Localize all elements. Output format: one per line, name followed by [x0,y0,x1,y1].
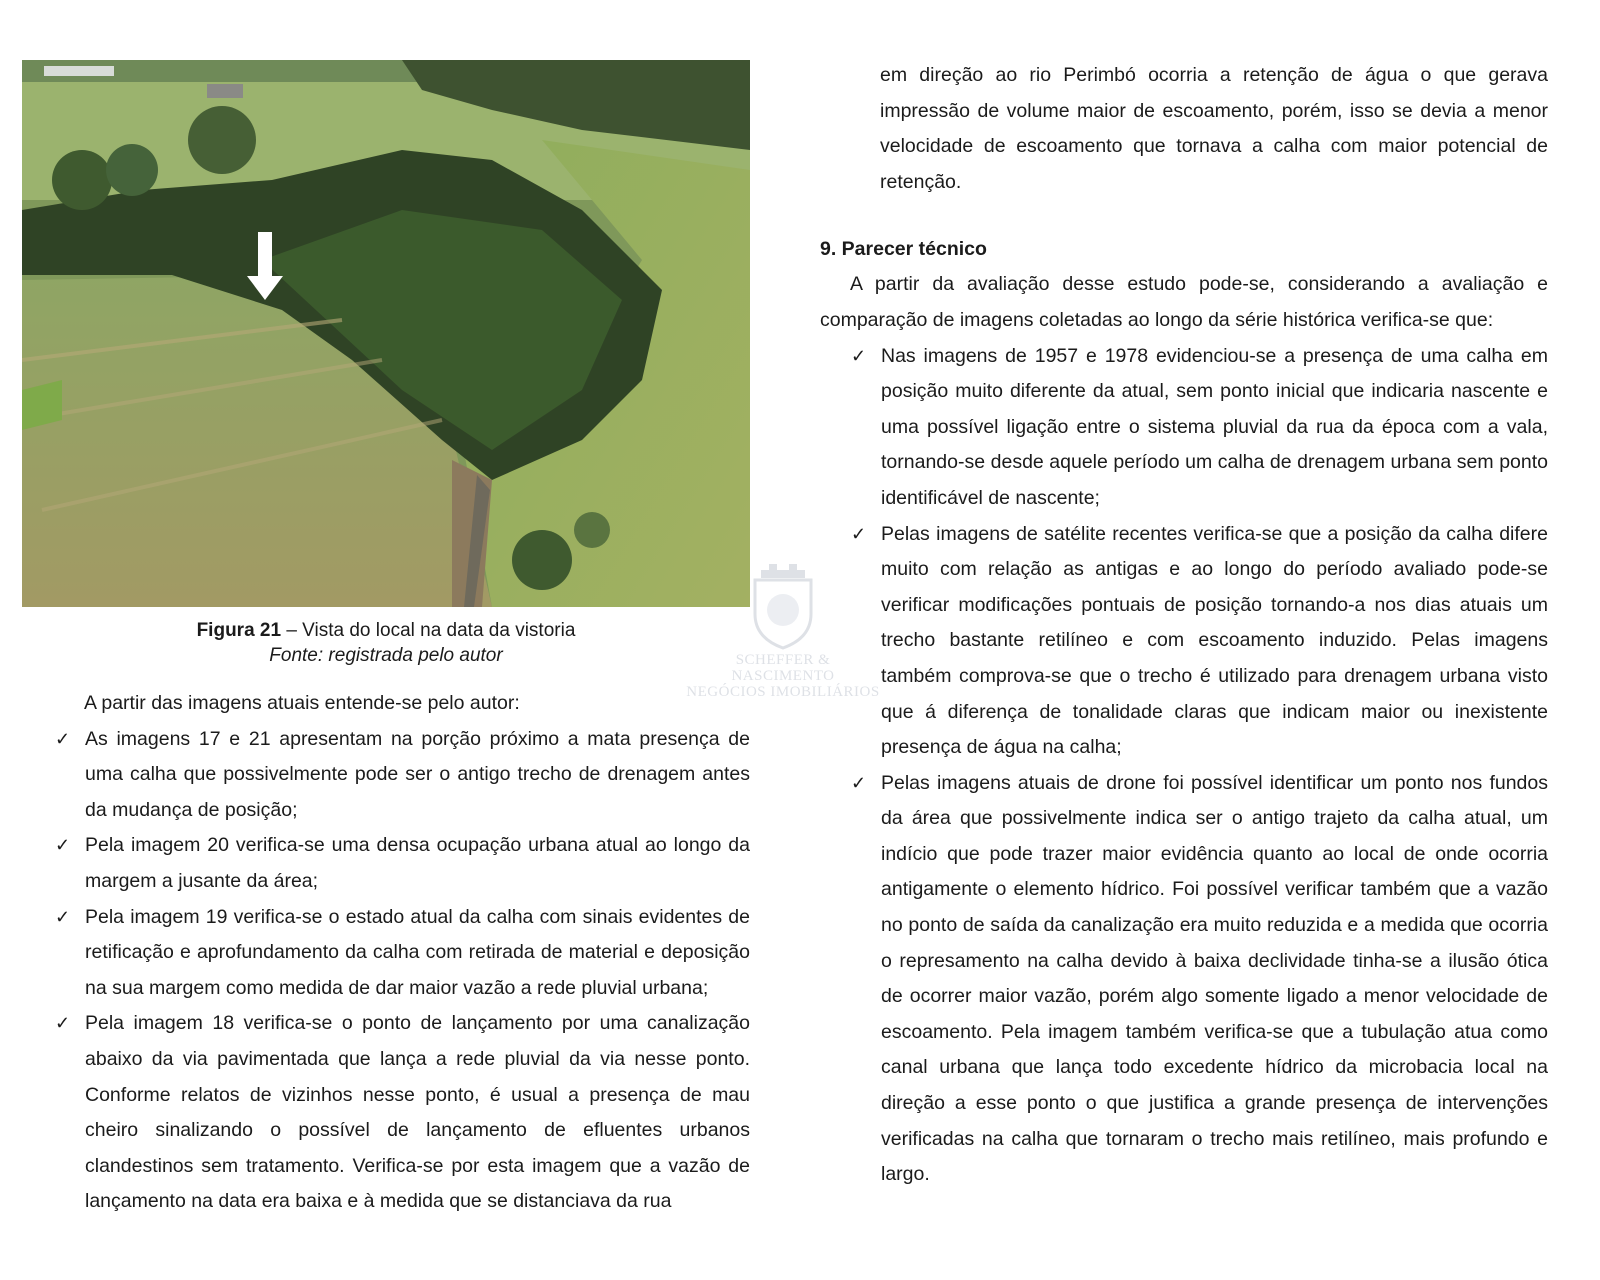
check-icon: ✓ [851,523,867,544]
list-item-text: Pelas imagens atuais de drone foi possível identificar um ponto nos fundos da área que possivelmente indica ser o antigo trajeto da calha atual, um indício que pode trazer maior evidência quanto ao local de onde ocorria antigamente o elemento hídrico. Foi possível verificar também que a vazão no ponto de saída da canalização era muito reduzida e a medida que ocorria o represamento na calha devido à baixa declividade tinha-se a ilusão ótica de ocorrer maior vazão, porém algo somente ligado a menor velocidade de escoamento. Pela imagem também verifica-se que a tubulação atua como canal urbana que lança todo excedente hídrico da microbacia local na direção a esse ponto o que justifica a grande presença de intervenções verificadas na calha que tornaram o trecho mais retilíneo, mais profundo e largo. [881,771,1548,1186]
watermark-line-2: NEGÓCIOS IMOBILIÁRIOS [686,684,880,700]
watermark-line-1: SCHEFFER & NASCIMENTO [731,652,835,684]
list-item-text: Pela imagem 18 verifica-se o ponto de lançamento por uma canalização abaixo da via pavimentada que lança a rede pluvial da via nesse ponto. Conforme relatos de vizinhos nesse ponto, é usual a presença de mau cheiro sinalizando o possível de lançamento de efluentes urbanos clandestinos sem tratamento. Verifica-se por esta imagem que a vazão de lançamento na data era baixa e à medida que se distanciava da rua [85,1012,750,1213]
list-item [851,339,1548,517]
check-icon: ✓ [55,1013,71,1034]
list-item-text: Nas imagens de 1957 e 1978 evidenciou-se a presença de uma calha em posição muito diferente da atual, sem ponto inicial que indicaria nascente e uma possível ligação entre o sistema pluvial da rua da época com a vala, tornando-se desde aquele período um calha de drenagem urbana sem ponto identificável de nascente; [881,344,1548,509]
list-item [55,1006,750,1220]
list-item [55,900,750,1007]
list-item [851,517,1548,766]
left-checklist [55,722,750,1220]
section-intro: A partir da avaliação desse estudo pode-se, considerando a avaliação e comparação de imagens coletadas ao longo da série histórica verifica-se que: [820,273,1548,331]
list-item [851,766,1548,1193]
left-column [55,686,750,1220]
right-checklist [820,339,1548,1193]
check-icon: ✓ [55,906,71,927]
check-icon: ✓ [55,835,71,856]
left-intro: A partir das imagens atuais entende-se pelo autor: [84,692,520,714]
list-item [55,828,750,899]
list-item [55,722,750,829]
list-item-text: As imagens 17 e 21 apresentam na porção próximo a mata presença de uma calha que possivelmente pode ser o antigo trecho de drenagem antes da mudança de posição; [85,727,750,821]
figure-caption-text: – Vista do local na data da vistoria [281,620,576,641]
list-item-text: Pela imagem 19 verifica-se o estado atual da calha com sinais evidentes de retificação e aprofundamento da calha com retirada de material e deposição na sua margem como medida de dar maior vazão a rede pluvial urbana; [85,905,750,999]
section-heading: 9. Parecer técnico [820,238,987,261]
right-column [820,58,1548,1193]
check-icon: ✓ [851,345,867,366]
figure-label: Figura 21 [196,620,282,641]
continuation-paragraph: em direção ao rio Perimbó ocorria a retenção de água o que gerava impressão de volume maior de escoamento, porém, isso se devia a menor velocidade de escoamento que tornava a calha com maior potencial de retenção. [880,64,1548,193]
lion-crest-icon [747,560,819,652]
figure-source: Fonte: registrada pelo autor [269,645,503,666]
figure-caption [22,618,750,668]
check-icon: ✓ [55,728,71,749]
list-item-text: Pelas imagens de satélite recentes verifica-se que a posição da calha difere muito com relação as antigas e ao longo do período avaliado pode-se verificar modificações pontuais de posição tornando-a nos dias atuais um trecho bastante retilíneo e com escoamento induzido. Pelas imagens também comprova-se que o trecho é utilizado para drenagem urbana visto que á diferença de tonalidade claras que indicam maior ou inexistente presença de água na calha; [881,522,1548,759]
list-item-text: Pela imagem 20 verifica-se uma densa ocupação urbana atual ao longo da margem a jusante da área; [85,834,750,892]
check-icon: ✓ [851,772,867,793]
aerial-photo-illustration [22,60,750,607]
aerial-photo [22,60,750,607]
